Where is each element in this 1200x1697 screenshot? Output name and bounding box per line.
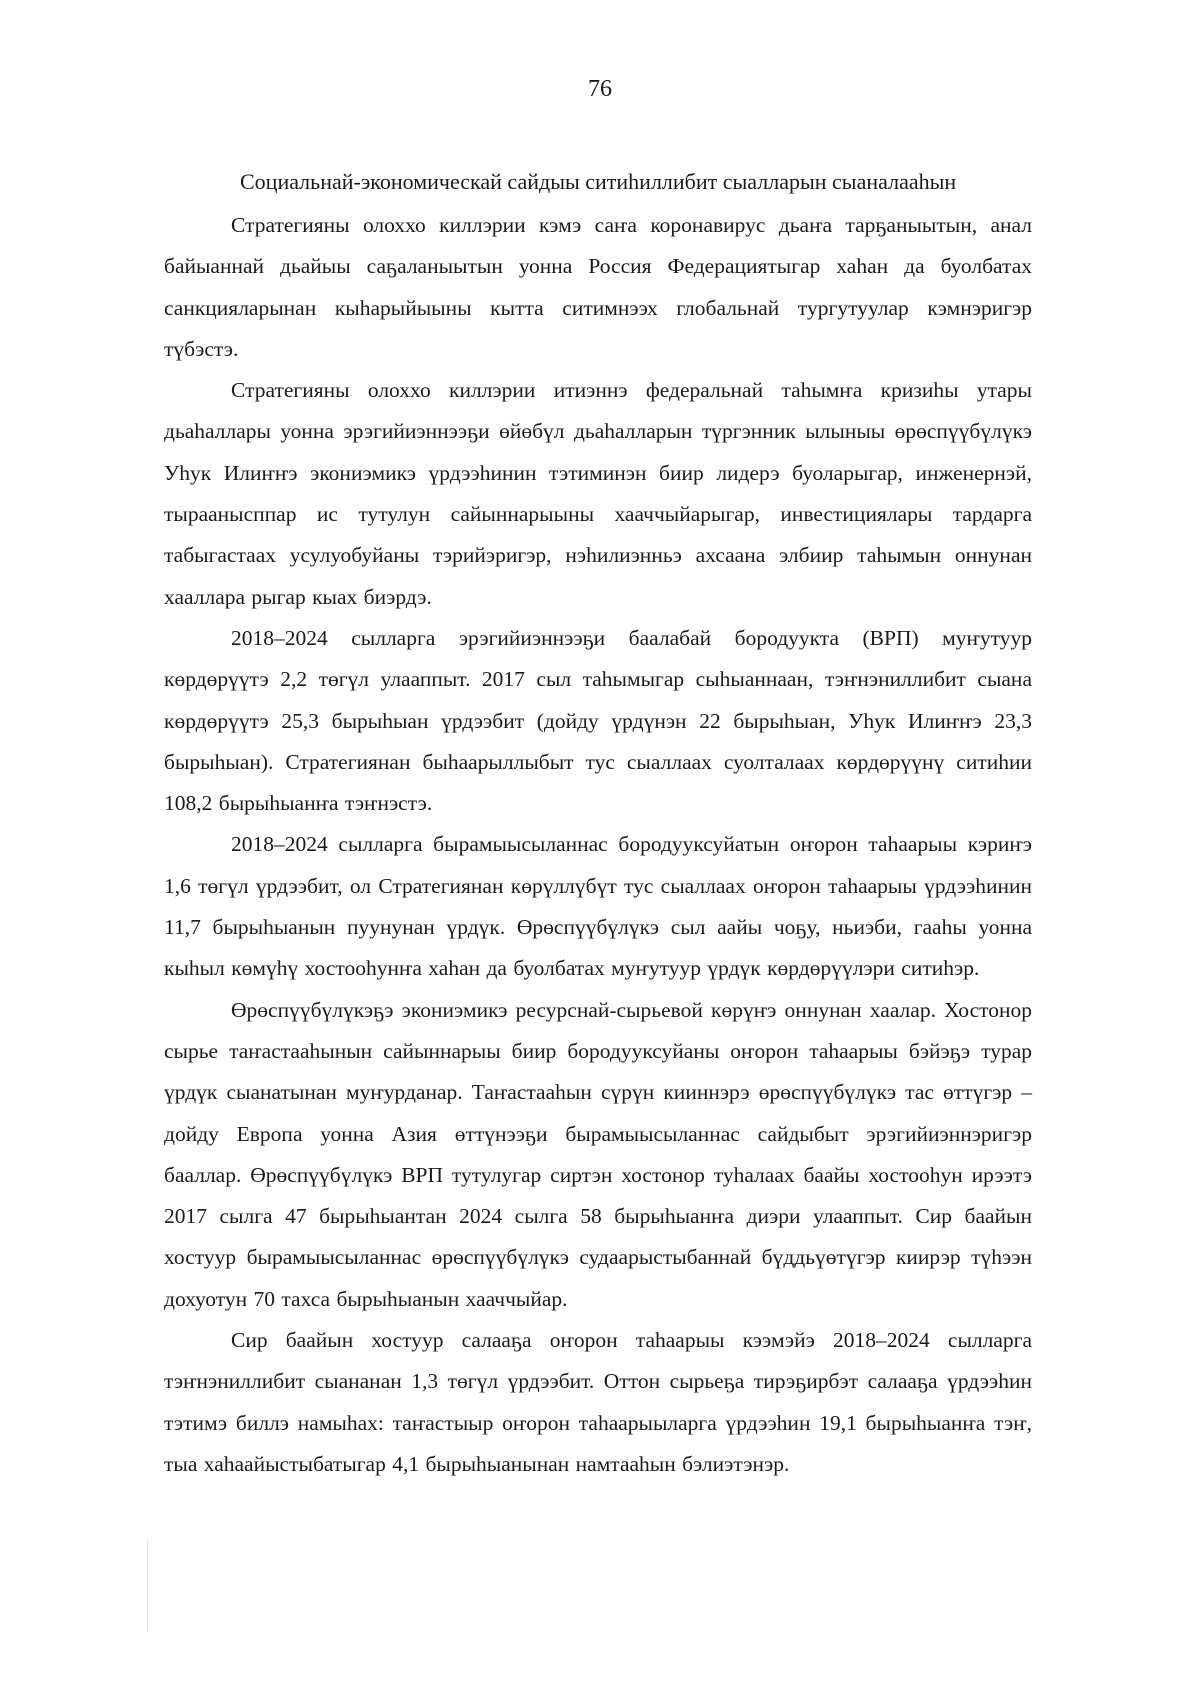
paragraph: 2018–2024 сылларга эрэгийиэннээҕи баалабай бородуукта (ВРП) муҥутуур көрдөрүүтэ 2,2 төгүл улааппыт. 2017 сыл таһымыгар сыһыаннаан, тэҥнэниллибит сыана көрдөрүүтэ 25,3 бырыһыан үрдээбит (дойду үрдүнэн 22 бырыһыан, Уһук Илиҥҥэ 23,3 бырыһыан). Стратегиянан быһаарыллыбыт тус сыаллаах суолталаах көрдөрүүнү ситиһии 108,2 бырыһыанҥа тэҥнэстэ. [164, 625, 1032, 816]
paragraph: Өрөспүүбүлүкэҕэ экониэмикэ ресурснай-сырьевой көрүҥэ оннунан хаалар. Хостонор сырье таҥастааһынын сайыннарыы биир бородууксуйаны оҥорон таһаарыы бэйэҕэ турар үрдүк сыанатынан муҥурданар. Таҥастааһын сүрүн кииннэрэ өрөспүүбүлүкэ тас өттүгэр – дойду Европа уонна Азия өттүнээҕи бырамыысыланнас сайдыбыт эрэгийиэннэригэр бааллар. Өрөспүүбүлүкэ ВРП тутулугар сиртэн хостонор туһалаах баайы хостооһун ирээтэ 2017 сылга 47 бырыһыантан 2024 сылга 58 бырыһыанҥа диэри улааппыт. Сир баайын хостуур бырамыысыланнас өрөспүүбүлүкэ судаарыстыбаннай бүддьүөтүгэр киирэр түһээн дохуотун 70 тахса бырыһыанын хааччыйар. [164, 997, 1032, 1311]
paragraph: Сир баайын хостуур салааҕа оҥорон таһаарыы кээмэйэ 2018–2024 сылларга тэҥнэниллибит сыананан 1,3 төгүл үрдээбит. Оттон сырьеҕа тирэҕирбэт салааҕа үрдээһин тэтимэ биллэ намыһах: таҥастыыр оҥорон таһаарыыларга үрдээһин 19,1 бырыһыанҥа тэҥ, тыа хаһаайыстыбатыгар 4,1 бырыһыанынан намтааһын бэлиэтэнэр. [164, 1328, 1032, 1476]
body-text [164, 205, 1032, 1485]
section-heading: Социальнай-экономическай сайдыы ситиһиллибит сыалларын сыаналааһын [240, 169, 957, 194]
paragraph: Стратегияны олоххо киллэрии итиэннэ федеральнай таһымҥа кризиһы утары дьаһаллары уонна эрэгийиэннээҕи өйөбүл дьаһалларын түргэнник ылыныы өрөспүүбүлүкэ Уһук Илиҥҥэ экониэмикэ үрдээһинин тэтиминэн биир лидерэ буоларыгар, инженернэй, тыраанысппар ис тутулун сайыннарыыны хааччыйарыгар, инвестициялары тардарга табыгастаах усулуобуйаны тэрийэригэр, нэһилиэнньэ ахсаана элбиир таһымын оннунан хааллара рыгар кыах биэрдэ. [164, 378, 1032, 609]
page-number: 76 [588, 76, 612, 102]
paragraph: 2018–2024 сылларга бырамыысыланнас бородууксуйатын оҥорон таһаарыы кэриҥэ 1,6 төгүл үрдээбит, ол Стратегиянан көрүллүбүт тус сыаллаах оҥорон таһаарыы үрдээһинин 11,7 бырыһыанын пуунунан үрдүк. Өрөспүүбүлүкэ сыл аайы чоҕу, ньиэби, гааһы уонна кыһыл көмүһү хостооһунҥа хаһан да буолбатах муҥутуур үрдүк көрдөрүүлэри ситиһэр. [164, 832, 1032, 981]
paragraph: Стратегияны олоххо киллэрии кэмэ саҥа коронавирус дьаҥа тарҕаныытын, анал байыаннай дьайыы саҕаланыытын уонна Россия Федерациятыгар хаһан да буолбатах санкцияларынан кыһарыйыыны кытта ситимнээх глобальнай тургутуулар кэмнэригэр түбэстэ. [164, 213, 1032, 361]
scan-artifact-line [147, 1540, 148, 1630]
